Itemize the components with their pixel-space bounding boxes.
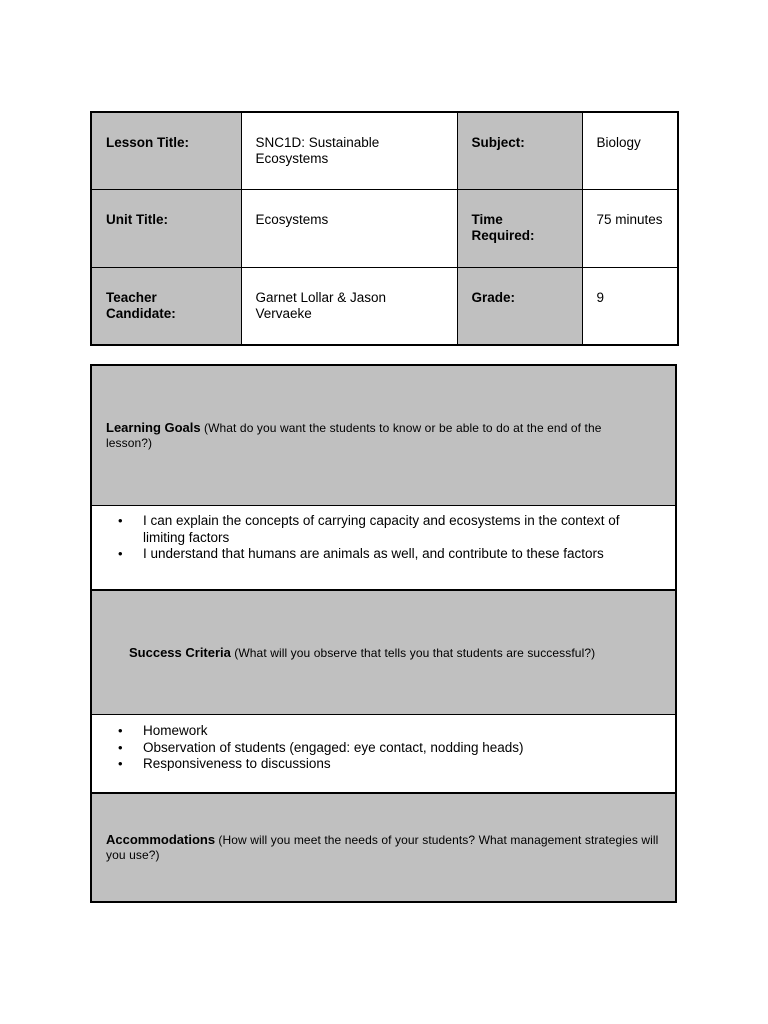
subject-value: Biology	[582, 112, 678, 190]
lesson-info-table	[90, 111, 679, 346]
list-item: • Homework	[92, 723, 655, 740]
success-criteria-prompt: (What will you observe that tells you that students are successful?)	[234, 645, 596, 660]
lesson-title-label: Lesson Title:	[91, 112, 241, 190]
success-criteria-list	[92, 723, 655, 773]
success-criteria-text	[129, 645, 595, 661]
teacher-candidate-label	[91, 267, 241, 345]
accommodations-heading: Accommodations	[106, 832, 216, 847]
lesson-details-section	[90, 364, 677, 903]
lesson-title-row	[91, 112, 678, 190]
success-criteria-header	[92, 591, 675, 715]
subject-label: Subject:	[457, 112, 582, 190]
time-required-label-line1: Time	[471, 212, 503, 228]
unit-title-label: Unit Title:	[91, 190, 241, 267]
learning-goals-heading: Learning Goals	[106, 420, 201, 435]
list-item: • I can explain the concepts of carrying capacity and ecosystems in the context of limiting factors	[92, 513, 635, 546]
accommodations-header	[92, 794, 675, 901]
time-required-label-line2: Required:	[471, 228, 535, 244]
learning-goals-text	[106, 420, 625, 451]
unit-title-value: Ecosystems	[241, 190, 457, 267]
learning-goals-list-cell	[92, 506, 675, 591]
grade-label: Grade:	[457, 267, 582, 345]
teacher-label-line2: Candidate:	[106, 305, 176, 321]
learning-goals-prompt: (What do you want the students to know or be able to do at the end of the lesson?)	[106, 421, 602, 450]
accommodations-text	[106, 832, 659, 863]
learning-goals-list	[92, 513, 635, 563]
list-item: • I understand that humans are animals as well, and contribute to these factors	[92, 546, 635, 563]
success-criteria-list-cell	[92, 715, 675, 794]
time-required-value: 75 minutes	[582, 190, 678, 267]
success-criteria-heading: Success Criteria	[129, 644, 231, 660]
teacher-label-line1: Teacher	[106, 289, 157, 305]
list-item: • Responsiveness to discussions	[92, 756, 655, 773]
grade-value: 9	[582, 267, 678, 345]
time-required-label	[457, 190, 582, 267]
lesson-title-value: SNC1D: Sustainable Ecosystems	[241, 112, 457, 190]
list-item: • Observation of students (engaged: eye contact, nodding heads)	[92, 740, 655, 757]
teacher-row	[91, 267, 678, 345]
accommodations-prompt: (How will you meet the needs of your students? What management strategies will you use?)	[106, 833, 659, 862]
teacher-candidate-value: Garnet Lollar & Jason Vervaeke	[241, 267, 457, 345]
unit-title-row	[91, 190, 678, 267]
learning-goals-header	[92, 366, 675, 506]
